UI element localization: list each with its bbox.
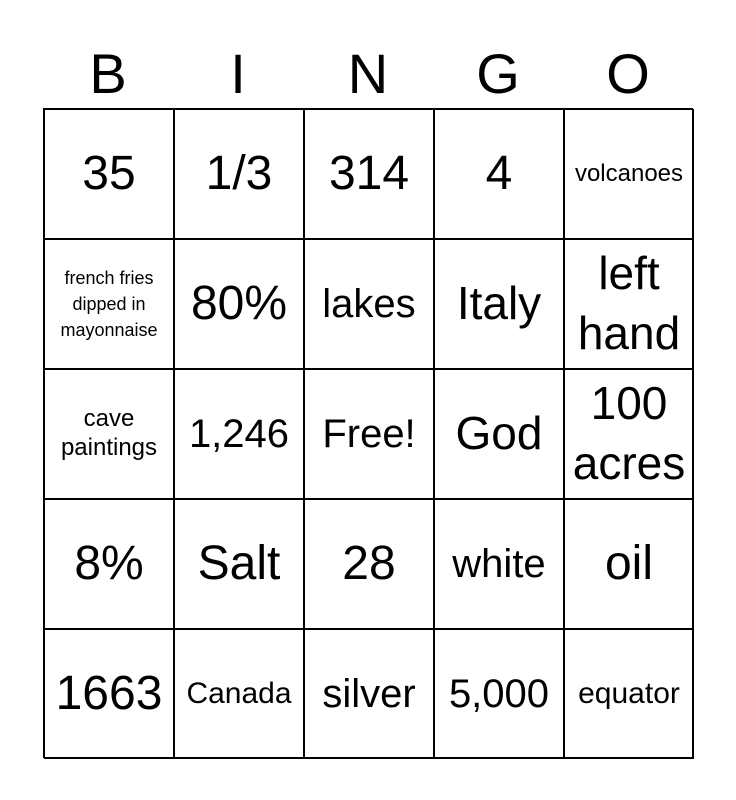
bingo-header — [43, 40, 693, 108]
bingo-cell-r1c2[interactable] — [174, 109, 304, 239]
bingo-cell-r4c4[interactable] — [434, 499, 564, 629]
bingo-cell-r5c3[interactable] — [304, 629, 434, 759]
bingo-cell-r3c2[interactable] — [174, 369, 304, 499]
cell-text: 100 acres — [572, 377, 686, 489]
bingo-cell-r2c4[interactable] — [434, 239, 564, 369]
bingo-cell-r2c5[interactable] — [564, 239, 694, 369]
bingo-cell-r1c4[interactable] — [434, 109, 564, 239]
cell-text: 4 — [485, 147, 513, 200]
cell-text: Canada — [186, 677, 292, 710]
bingo-cell-r3c1[interactable] — [44, 369, 174, 499]
cell-text: 314 — [328, 147, 410, 200]
bingo-cell-r1c1[interactable] — [44, 109, 174, 239]
cell-text: cave paintings — [60, 405, 158, 461]
bingo-cell-r5c2[interactable] — [174, 629, 304, 759]
cell-text: silver — [322, 672, 416, 716]
bingo-cell-r1c5[interactable] — [564, 109, 694, 239]
header-letter-g: G — [476, 42, 520, 105]
cell-text: Free! — [322, 412, 416, 456]
cell-text: 80% — [190, 277, 288, 330]
cell-text: oil — [604, 537, 654, 590]
bingo-cell-r4c3[interactable] — [304, 499, 434, 629]
cell-text: left hand — [577, 247, 681, 359]
bingo-cell-r4c5[interactable] — [564, 499, 694, 629]
cell-text: 35 — [82, 147, 136, 200]
cell-text: 1/3 — [205, 147, 273, 200]
bingo-board — [43, 108, 693, 758]
cell-text: God — [455, 407, 543, 460]
cell-text: white — [452, 542, 546, 586]
cell-text: 1,246 — [188, 412, 290, 456]
cell-text: volcanoes — [574, 159, 684, 187]
cell-text: Italy — [456, 277, 542, 330]
bingo-cell-r1c3[interactable] — [304, 109, 434, 239]
bingo-cell-r2c3[interactable] — [304, 239, 434, 369]
bingo-cell-r5c5[interactable] — [564, 629, 694, 759]
cell-text: equator — [578, 677, 680, 710]
bingo-cell-r4c1[interactable] — [44, 499, 174, 629]
bingo-cell-r3c3[interactable] — [304, 369, 434, 499]
header-letter-n: N — [347, 42, 389, 105]
header-letter-i: I — [230, 42, 246, 105]
bingo-cell-r3c5[interactable] — [564, 369, 694, 499]
cell-text: lakes — [322, 282, 416, 326]
cell-text: 8% — [74, 537, 144, 590]
bingo-cell-r2c1[interactable] — [44, 239, 174, 369]
bingo-cell-r5c4[interactable] — [434, 629, 564, 759]
cell-text: Salt — [197, 537, 281, 590]
header-letter-o: O — [606, 42, 650, 105]
cell-text: 1663 — [55, 667, 163, 720]
bingo-cell-r4c2[interactable] — [174, 499, 304, 629]
header-letter-b: B — [89, 42, 127, 105]
bingo-cell-r5c1[interactable] — [44, 629, 174, 759]
bingo-cell-r3c4[interactable] — [434, 369, 564, 499]
cell-text: 28 — [342, 537, 396, 590]
cell-text: french fries dipped in mayonnaise — [60, 267, 158, 341]
cell-text: 5,000 — [448, 672, 550, 716]
bingo-cell-r2c2[interactable] — [174, 239, 304, 369]
